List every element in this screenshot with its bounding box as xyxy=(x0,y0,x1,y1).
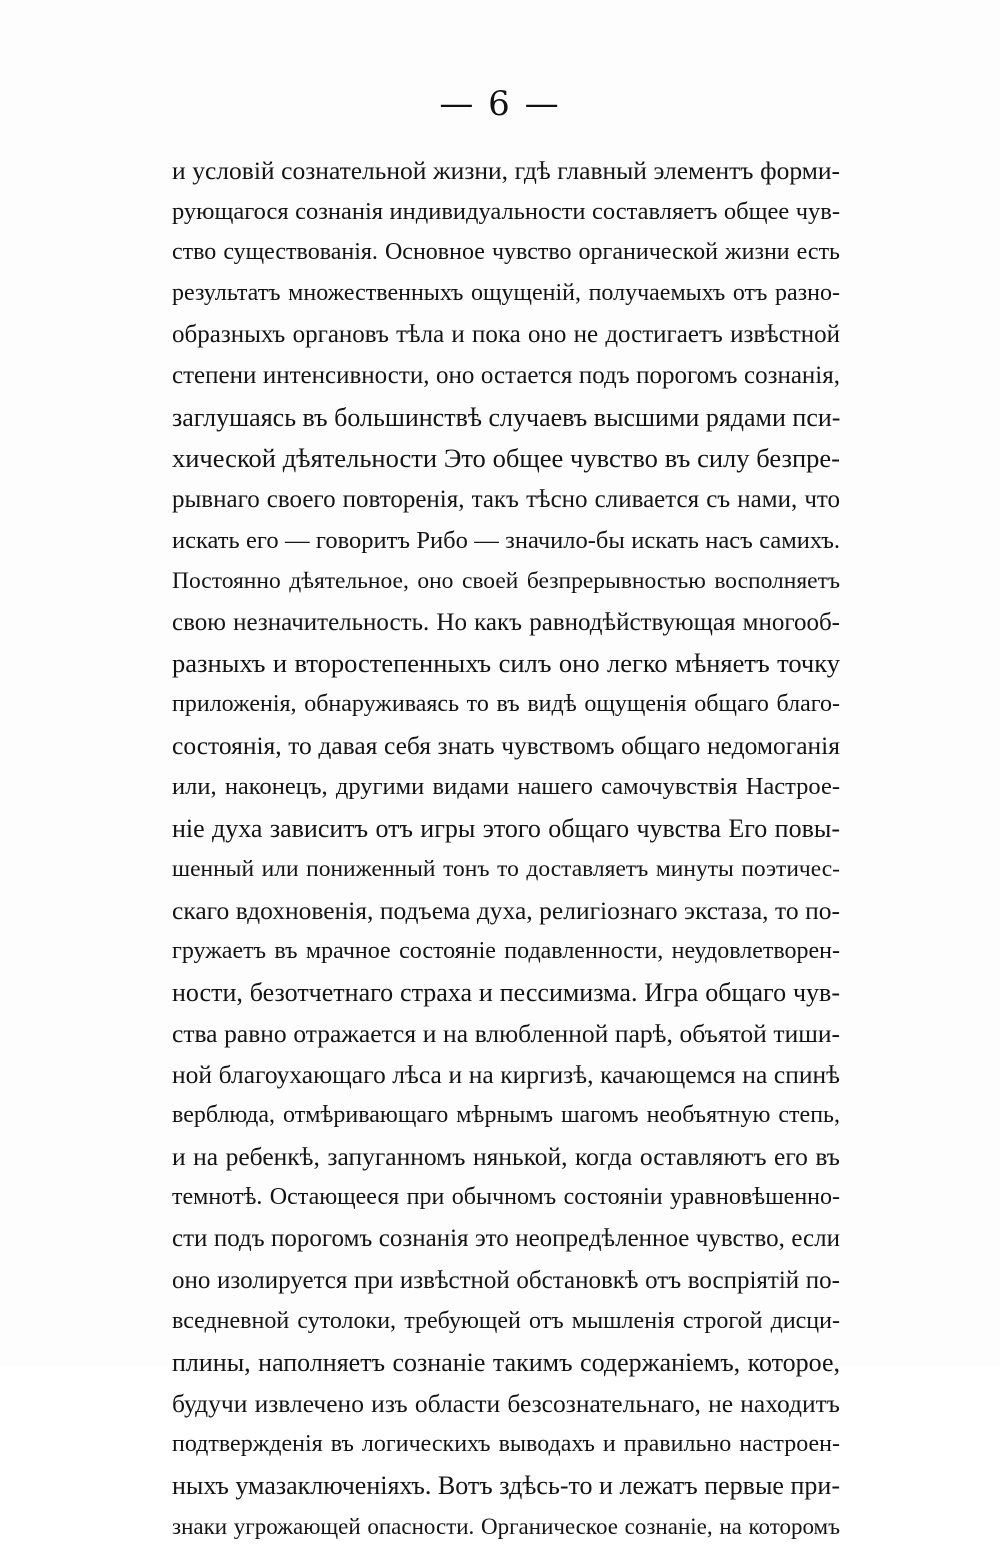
text-line: верблюда, отмѣривающаго мѣрнымъ шагомъ необъятную степь, xyxy=(172,1102,840,1129)
text-line: ной благоухающаго лѣса и на киргизѣ, качающемся на спинѣ xyxy=(172,1060,840,1090)
text-line: ство существованія. Основное чувство органической жизни есть xyxy=(172,239,840,266)
text-line: гружаетъ въ мрачное состояніе подавленности, неудовлетворен- xyxy=(172,937,840,964)
text-line: разныхъ и второстепенныхъ силъ оно легко мѣняетъ точку xyxy=(172,648,840,679)
text-line: ности, безотчетнаго страха и пессимизма. Игра общаго чув- xyxy=(172,977,840,1007)
text-line: оно изолируется при извѣстной обстановкѣ отъ воспріятій по- xyxy=(172,1266,840,1294)
text-line: Постоянно дѣятельное, оно своей безпрерывностью восполняетъ xyxy=(172,567,840,594)
text-line: темнотѣ. Остающееся при обычномъ состояніи уравновѣшенно- xyxy=(172,1184,840,1211)
text-line: заглушаясь въ большинствѣ случаевъ высшими рядами пси- xyxy=(172,402,840,432)
text-line: искать его — говоритъ Рибо — значило-бы искать насъ самихъ. xyxy=(172,526,840,554)
page-number: — 6 — xyxy=(439,84,561,124)
text-line: ніе духа зависитъ отъ игры этого общаго чувства Его повы- xyxy=(172,813,840,843)
text-line: рующагося сознанія индивидуальности составляетъ общее чув- xyxy=(172,198,840,226)
text-line: подтвержденія въ логическихъ выводахъ и правильно настроен- xyxy=(172,1430,840,1457)
text-line: и на ребенкѣ, запуганномъ нянькой, когда оставляютъ его въ xyxy=(172,1142,840,1172)
text-line: или, наконецъ, другими видами нашего самочувствія Настрое- xyxy=(172,773,840,801)
text-line: будучи извлечено изъ области безсознательнаго, не находитъ xyxy=(172,1388,840,1418)
text-line: состоянія, то давая себя знать чувствомъ общаго недомоганія xyxy=(172,731,840,761)
text-line: степени интенсивности, оно остается подъ порогомъ сознанія, xyxy=(172,362,840,390)
text-line: и условій сознательной жизни, гдѣ главный элементъ форми- xyxy=(172,156,840,185)
body-text xyxy=(172,150,840,1547)
text-line: хической дѣятельности Это общее чувство въ силу безпре- xyxy=(172,442,840,473)
text-line: вседневной сутолоки, требующей отъ мышленія строгой дисци- xyxy=(172,1307,840,1334)
text-line: ныхъ умазаключеніяхъ. Вотъ здѣсь-то и лежатъ первые при- xyxy=(172,1471,840,1500)
text-line: скаго вдохновенія, подъема духа, религіознаго экстаза, то по- xyxy=(172,895,840,925)
text-line: результатъ множественныхъ ощущеній, получаемыхъ отъ разно- xyxy=(172,280,840,307)
text-line: знаки угрожающей опасности. Органическое сознаніе, на которомъ xyxy=(172,1514,840,1540)
text-line: рывнаго своего повторенія, такъ тѣсно сливается съ нами, что xyxy=(172,485,840,513)
text-line: ства равно отражается и на влюбленной парѣ, объятой тиши- xyxy=(172,1018,840,1048)
text-line: плины, наполняетъ сознаніе такимъ содержаніемъ, которое, xyxy=(172,1347,840,1377)
text-line: приложенія, обнаруживаясь то въ видѣ ощущенія общаго благо- xyxy=(172,691,840,718)
text-line: образныхъ органовъ тѣла и пока оно не достигаетъ извѣстной xyxy=(172,321,840,349)
text-line: сти подъ порогомъ сознанія это неопредѣленное чувство, если xyxy=(172,1225,840,1253)
text-line: свою незначительность. Но какъ равнодѣйствующая многооб- xyxy=(172,609,840,637)
text-line: шенный или пониженный тонъ то доставляетъ минуты поэтичес- xyxy=(172,855,840,882)
